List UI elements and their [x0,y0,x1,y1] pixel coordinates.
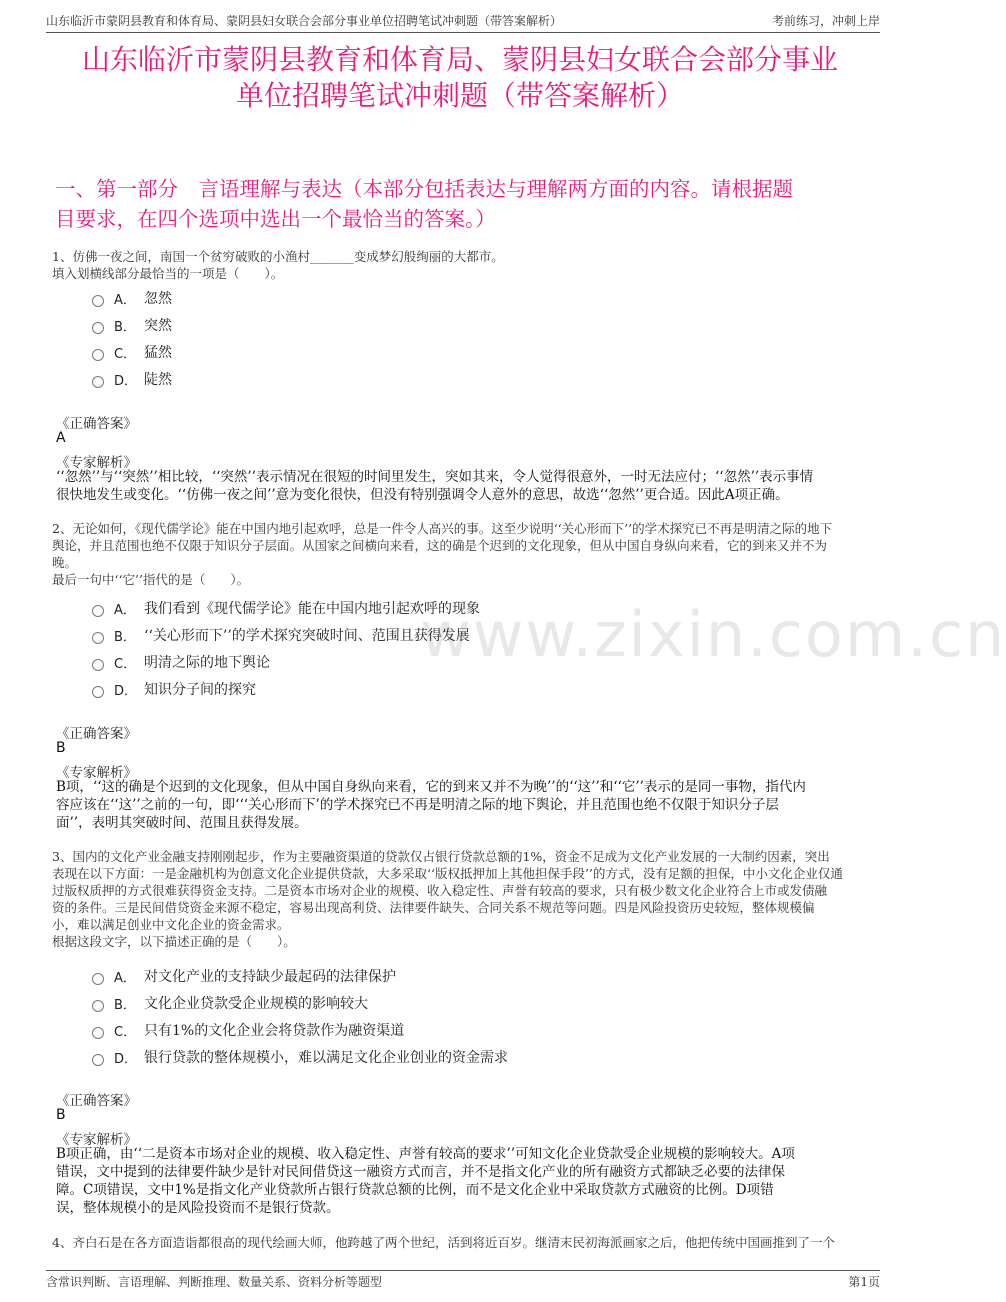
option-text: 我们看到《现代儒学论》能在中国内地引起欢呼的现象 [144,601,480,617]
question-2-option-b[interactable] [92,625,470,645]
question-1-option-d[interactable] [92,369,172,389]
option-text: 忽然 [144,291,172,307]
question-2-stem [52,520,880,588]
option-text: 明清之际的地下舆论 [144,655,270,671]
document-title [40,42,880,114]
option-letter: B． [114,629,136,645]
option-letter: C． [114,346,137,362]
question-stem-line: 填入划横线部分最恰当的一项是（ ）。 [52,266,284,281]
option-letter: C． [114,656,137,672]
analysis-line: B项，‘‘这的确是个迟到的文化现象，但从中国自身纵向来看，它的到来又并不为晚’’的‘‘这’’和‘‘它’’表示的是同一事物，指代内 [56,779,806,795]
section-heading [55,174,880,234]
radio-icon[interactable] [92,295,104,307]
option-text: 文化企业贷款受企业规模的影响较大 [144,996,368,1012]
question-2-analysis [56,778,874,832]
question-stem-line: 根据这段文字，以下描述正确的是（ ）。 [52,934,296,949]
radio-icon[interactable] [92,632,104,644]
option-text: 猛然 [144,345,172,361]
question-3-analysis [56,1145,874,1217]
radio-icon[interactable] [92,659,104,671]
watermark: www.zixin.com.cn [420,598,1006,671]
page-number: 第1页 [848,1275,880,1289]
option-letter: D． [114,1051,138,1067]
title-line-2: 单位招聘笔试冲刺题（带答案解析） [235,79,684,112]
option-text: ‘‘关心形而下’’的学术探究突破时间、范围且获得发展 [144,628,470,644]
option-letter: A． [114,292,136,308]
analysis-line: ‘‘忽然’’与‘‘突然’’相比较，‘‘突然’’表示情况在很短的时间里发生，突如其来，令人觉得很意外，一时无法应付；‘‘忽然’’表示事情 [56,469,814,485]
analysis-line: 容应该在‘‘这’’之前的一句，即‘‘‘关心形而下’的学术探究已不再是明清之际的地下舆论，并且范围也绝不仅限于知识分子层 [56,797,779,813]
question-1-analysis [56,468,874,504]
question-stem-line: 过版权质押的方式很难获得资金支持。二是资本市场对企业的规模、收入稳定性、声誉有较高的要求，只有极少数文化企业符合上市或发债融 [52,883,828,898]
question-2-option-a[interactable] [92,598,480,618]
option-text: 银行贷款的整体规模小，难以满足文化企业创业的资金需求 [144,1050,508,1066]
analysis-label: 《专家解析》 [56,765,137,781]
header-slogan: 考前练习，冲刺上岸 [771,14,880,28]
analysis-line: 面’’，表明其突破时间、范围且获得发展。 [56,815,308,831]
analysis-label: 《专家解析》 [56,1132,137,1148]
analysis-line: 错误，文中提到的法律要件缺少是针对民间借贷这一融资方式而言，并不是指文化产业的所有融资方式都缺乏必要的法律保 [56,1164,785,1180]
question-3-option-b[interactable] [92,993,368,1013]
option-text: 突然 [144,318,172,334]
question-stem-line: 1、仿佛一夜之间，南国一个贫穷破败的小渔村_______变成梦幻般绚丽的大都市。 [52,249,504,264]
page-header [46,12,880,33]
question-1-option-a[interactable] [92,288,172,308]
question-stem-line: 3、国内的文化产业金融支持刚刚起步，作为主要融资渠道的贷款仅占银行贷款总额的1%，资金不足成为文化产业发展的一大制约因素，突出 [52,849,830,864]
question-1-stem [52,248,880,282]
radio-icon[interactable] [92,1027,104,1039]
title-line-1: 山东临沂市蒙阴县教育和体育局、蒙阴县妇女联合会部分事业 [81,43,838,76]
answer-label: 《正确答案》 [56,416,137,432]
question-1-option-b[interactable] [92,315,172,335]
option-letter: C． [114,1024,137,1040]
option-letter: B． [114,319,136,335]
page-footer [46,1270,880,1293]
radio-icon[interactable] [92,349,104,361]
option-letter: A． [114,970,136,986]
option-letter: A． [114,602,136,618]
question-4-stem: 4、齐白石是在各方面造诣都很高的现代绘画大师，他跨越了两个世纪，活到将近百岁。继清末民初海派画家之后，他把传统中国画推到了一个 [52,1235,835,1250]
question-stem-line: 舆论，并且范围也绝不仅限于知识分子层面。从国家之间横向来看，这的确是个迟到的文化现象，但从中国自身纵向来看，它的到来又并不为 [52,538,828,553]
analysis-line: 障。C项错误，文中1%是指文化产业贷款所占银行贷款总额的比例，而不是文化企业中采取贷款方式融资的比例。D项错 [56,1182,774,1198]
question-1-answer: A [56,430,66,446]
question-3-option-d[interactable] [92,1047,508,1067]
option-letter: D． [114,683,138,699]
answer-label: 《正确答案》 [56,726,137,742]
question-stem-line: 2、无论如何，《现代儒学论》能在中国内地引起欢呼，总是一件令人高兴的事。这至少说明‘‘关心形而下’’的学术探究已不再是明清之际的地下 [52,521,833,536]
radio-icon[interactable] [92,973,104,985]
section-line-2: 目要求，在四个选项中选出一个最恰当的答案。） [55,207,496,231]
option-text: 对文化产业的支持缺少最起码的法律保护 [144,969,396,985]
option-text: 只有1%的文化企业会将贷款作为融资渠道 [144,1023,405,1039]
question-3-stem [52,848,880,950]
radio-icon[interactable] [92,376,104,388]
radio-icon[interactable] [92,1054,104,1066]
analysis-line: 误，整体规模小的是风险投资而不是银行贷款。 [56,1200,340,1216]
option-text: 知识分子间的探究 [144,682,256,698]
footer-note: 含常识判断、言语理解、判断推理、数量关系、资料分析等题型 [46,1275,383,1289]
question-stem-line: 小，难以满足创业中文化企业的资金需求。 [52,917,290,932]
radio-icon[interactable] [92,605,104,617]
question-stem-line: 晚。 [52,555,78,570]
question-2-option-c[interactable] [92,652,270,672]
radio-icon[interactable] [92,1000,104,1012]
question-1-option-c[interactable] [92,342,172,362]
question-2-option-d[interactable] [92,679,256,699]
question-stem-line: 表现在以下方面：一是金融机构为创意文化企业提供贷款，大多采取‘‘版权抵押加上其他担保手段’’的方式，没有足额的担保，中小文化企业仅通 [52,866,843,881]
answer-label: 《正确答案》 [56,1093,137,1109]
header-title: 山东临沂市蒙阴县教育和体育局、蒙阴县妇女联合会部分事业单位招聘笔试冲刺题（带答案解析） [46,14,563,28]
radio-icon[interactable] [92,686,104,698]
option-letter: B． [114,997,136,1013]
question-3-answer: B [56,1107,66,1123]
question-3-option-a[interactable] [92,966,396,986]
radio-icon[interactable] [92,322,104,334]
section-line-1: 一、第一部分 言语理解与表达（本部分包括表达与理解两方面的内容。请根据题 [55,177,793,201]
question-stem-line: 最后一句中‘‘它’’指代的是（ ）。 [52,572,250,587]
analysis-label: 《专家解析》 [56,455,137,471]
analysis-line: 很快地发生或变化。‘‘仿佛一夜之间’’意为变化很快，但没有特别强调令人意外的意思，故选‘‘忽然’’更合适。因此A项正确。 [56,487,789,503]
question-3-option-c[interactable] [92,1020,404,1040]
option-text: 陡然 [144,372,172,388]
analysis-line: B项正确，由‘‘二是资本市场对企业的规模、收入稳定性、声誉有较高的要求’’可知文化企业贷款受企业规模的影响较大。A项 [56,1146,795,1162]
option-letter: D． [114,373,138,389]
question-2-answer: B [56,740,66,756]
question-stem-line: 资的条件。三是民间借贷资金来源不稳定，容易出现高利贷、法律要件缺失、合同关系不规范等问题。四是风险投资历史较短，整体规模偏 [52,900,815,915]
